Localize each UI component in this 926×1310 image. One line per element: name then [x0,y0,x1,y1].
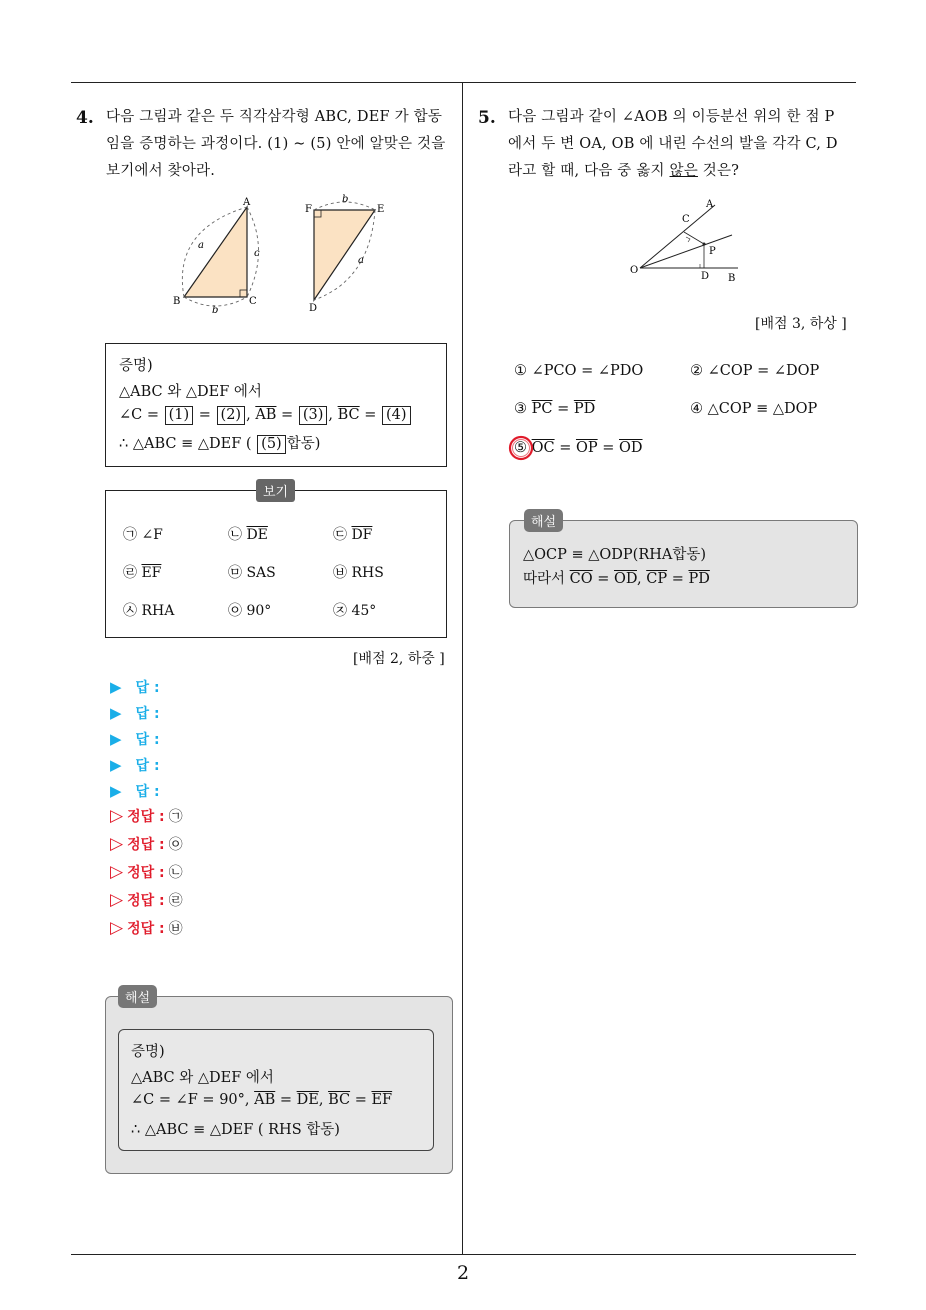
answer-row-3: ▶ 답 : [110,730,160,748]
top-rule [71,82,856,83]
q4-text-line2: 임을 증명하는 과정이다. (1) ∼ (5) 안에 알맞은 것을 [106,136,446,152]
play-icon: ▶ [110,730,122,748]
bottom-rule [71,1254,856,1255]
bogi-item-4: ㉣ $\overline{EF}$ [123,565,162,581]
key-row-1: ▷ 정답 : ㉠ [110,806,183,826]
hollow-triangle-icon: ▷ [110,890,124,910]
key-row-4: ▷ 정답 : ㉣ [110,890,183,910]
bogi-item-1: ㉠ ∠F [123,527,163,543]
answer-row-2: ▶ 답 : [110,704,160,722]
q4-solution-inner [118,1029,434,1151]
play-icon: ▶ [110,704,122,722]
label-F: F [305,204,312,215]
label-B: B [728,273,736,284]
column-divider [462,82,463,1254]
label-D: D [701,271,710,282]
label-b2: b [342,194,349,205]
proof-title: 증명) [119,358,153,374]
proof-line4 [119,432,320,454]
bogi-item-9: ㉨ 45° [333,603,377,619]
proof-eq: = [198,407,211,423]
proof-conclusion: ∴ △ABC ≡ △DEF ( [119,436,252,452]
label-C: C [682,214,690,225]
q5-text-line3: 라고 할 때, 다음 중 옳지 않은 것은? [508,163,740,179]
label-O: O [630,265,639,276]
label-c1: c [254,248,260,259]
label-b1: b [212,305,219,316]
label-P: P [709,246,716,257]
blank-3: (3) [299,406,328,425]
q5-text-line2: 에서 두 변 OA, OB 에 내린 수선의 발을 각각 C, D [508,136,838,152]
bogi-item-6: ㉥ RHS [333,565,384,581]
q5-text [508,104,860,185]
blank-5: (5) [257,435,286,454]
q4-proof-box [105,343,447,467]
option-2[interactable]: ② ∠COP = ∠DOP [690,363,820,379]
q4-text [106,104,456,185]
proof-line3: ∠C = (1) = (2) , $\overline{AB} = (3)$ , $\overline{BC} = (4)$ [119,406,412,425]
answer-row-5: ▶ 답 : [110,782,160,800]
key-row-3: ▷ 정답 : ㉡ [110,862,183,882]
q5-solution-box [509,515,858,608]
q5-score: [배점 3, 하상 ] [755,316,847,332]
q4-score: [배점 2, 하중 ] [353,651,445,667]
label-E: E [377,204,385,215]
q4-text-line3: 보기에서 찾아라. [106,163,216,179]
selected-answer-circle [507,433,537,463]
key-row-5: ▷ 정답 : ㉥ [110,918,183,938]
q4-triangle-figure [170,190,410,320]
q5-sol-line2: 따라서 $\overline{CO} = \overline{OD}$, $\overline{CP} = \overline{PD}$ [523,571,710,587]
answer-row-4: ▶ 답 : [110,756,160,774]
q4-solution-tag: 해설 [118,985,157,1008]
proof-angle-c: ∠C = [119,407,160,423]
bogi-item-5: ㉤ SAS [228,565,276,581]
answer-row-1: ▶ 답 : [110,678,160,696]
q5-text-line1: 다음 그림과 같이 ∠AOB 의 이등분선 위의 한 점 P [508,109,835,125]
key-row-2: ▷ 정답 : ㉧ [110,834,183,854]
q4-bogi-box [105,485,447,638]
hollow-triangle-icon: ▷ [110,862,124,882]
q5-number: 5. [478,108,496,128]
q4-sol-line3: ∴ △ABC ≡ △DEF ( RHS 합동) [131,1122,340,1138]
q4-text-line1: 다음 그림과 같은 두 직각삼각형 ABC, DEF 가 합동 [106,109,443,125]
q4-solution-box [105,991,453,1174]
play-icon: ▶ [110,756,122,774]
bogi-item-3: ㉢ $\overline{DF}$ [333,527,373,543]
q5-solution-tag: 해설 [524,509,563,532]
label-C: C [249,296,257,307]
q4-sol-line2: ∠C = ∠F = 90°, $\overline{AB} = \overline{DE}$, $\overline{BC} = \overline{EF}$ [131,1092,393,1108]
option-1[interactable]: ① ∠PCO = ∠PDO [514,363,644,379]
proof-ab: $\overline{AB}$ [255,407,277,423]
option-5[interactable]: ⑤ $\overline{OC} = \overline{OP} = \overline{OD}$ [514,440,643,456]
proof-line1: △ABC 와 △DEF 에서 [119,384,262,400]
play-icon: ▶ [110,678,122,696]
label-a2: a [358,255,364,266]
option-4[interactable]: ④ △COP ≡ △DOP [690,401,818,417]
page-number: 2 [456,1262,470,1284]
q5-angle-figure [620,195,750,290]
q4-number: 4. [76,108,94,128]
blank-1: (1) [165,406,194,425]
bogi-title: 보기 [256,479,295,502]
underlined-word: 않은 [669,163,698,179]
label-a1: a [198,240,204,251]
option-3[interactable]: ③ $\overline{PC} = \overline{PD}$ [514,401,596,417]
hollow-triangle-icon: ▷ [110,834,124,854]
proof-suffix: 합동) [286,436,321,452]
bogi-item-8: ㉧ 90° [228,603,272,619]
hollow-triangle-icon: ▷ [110,806,124,826]
bogi-item-2: ㉡ $\overline{DE}$ [228,527,268,543]
bogi-item-7: ㉦ RHA [123,603,175,619]
q4-sol-title: 증명) [131,1044,165,1060]
q5-sol-line1: △OCP ≡ △ODP(RHA합동) [523,547,707,563]
hollow-triangle-icon: ▷ [110,918,124,938]
blank-2: (2) [217,406,246,425]
play-icon: ▶ [110,782,122,800]
label-B: B [173,296,181,307]
proof-bc: $\overline{BC}$ [337,407,360,423]
blank-4: (4) [382,406,411,425]
q4-sol-line1: △ABC 와 △DEF 에서 [131,1070,274,1086]
label-A: A [243,197,251,208]
label-D: D [309,303,318,314]
label-A: A [706,199,714,210]
